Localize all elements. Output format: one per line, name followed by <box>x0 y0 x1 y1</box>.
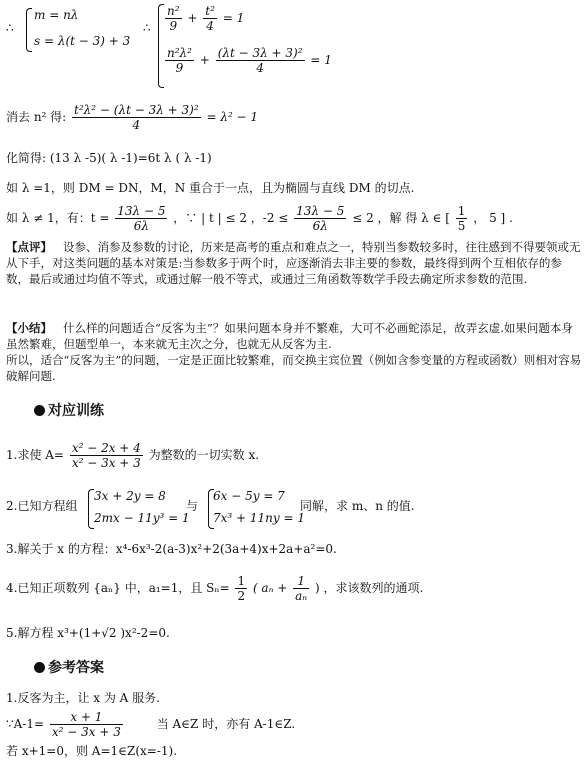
eliminate-line: 消去 n² 得: $\frac{\text{t²λ² − (λt − 3λ + 3)²}}{4}$ = λ² − 1 <box>6 103 259 132</box>
bullet-icon <box>34 662 45 673</box>
comment-text: 设参、消参及参数的讨论，历来是高考的重点和难点之一，特别当参数较多时，往往感到不得要领或无从下手，对这类问题的基本对策是:当参数多于两个时，应逐渐消去非主要的参数，最终得到两个互相依存的参数，最后或通过均值不等式，或通过解一般不等式，或通过三角函数等数学手段去确定所求参数的范围. <box>6 240 581 286</box>
case2-line: 如 λ ≠ 1，有：t = $\frac{13\lambda - 5}{6\lambda}$ ，∵ | t | ≤ 2 ，-2 ≤ $\frac{13\lambda - 5}{6\lambda}$ ≤ 2 ，解 得 λ ∈ [ $\frac{1}{5}$ ， 5 ] . <box>6 204 513 233</box>
problem-5: 5.解方程 x³+(1+√2 )x²-2=0. <box>6 626 170 640</box>
summary-tag: 【小结】 <box>6 321 52 335</box>
system2-eq2: $\frac{\text{n²λ²}}{9}$ + $\frac{\text{(λt − 3λ + 3)²}}{4}$ = 1 <box>167 46 332 75</box>
summary-text-2: 所以，适合“反客为主”的问题，一定是正面比较繁难，而交换主宾位置（例如含参变量的方程或函数）则相对容易破解问题. <box>6 353 582 383</box>
system1-eq2: s = λ(t − 3) + 3 <box>34 34 131 48</box>
answer-2: ∵A-1= $\frac{x + 1}{\text{x² − 3x + 3}}$ 当 A∈Z 时，亦有 A-1∈Z. <box>6 710 296 739</box>
section-heading-training: 对应训练 <box>34 400 104 420</box>
bullet-icon <box>34 405 45 416</box>
answer-3: 若 x+1=0，则 A=1∈Z(x=-1). <box>6 744 178 758</box>
left-brace-1 <box>26 8 32 52</box>
problem-3: 3.解关于 x 的方程：x⁴-6x³-2(a-3)x²+2(3a+4)x+2a+a²=0. <box>6 542 337 556</box>
summary-text: 什么样的问题适合“反客为主”？如果问题本身并不繁难，大可不必画蛇添足，故弄玄虚.如果问题本身虽然繁难，但题型单一，本来就无主次之分，也就无从反客为主. <box>6 321 573 351</box>
section-heading-answers: 参考答案 <box>34 657 104 677</box>
simplify-line: 化简得: (13 λ -5)( λ -1)=6t λ ( λ -1) <box>6 151 212 165</box>
therefore-symbol-1: ∴ <box>6 21 14 35</box>
summary-paragraph <box>6 320 584 384</box>
system1-eq1: m = nλ <box>34 8 79 22</box>
comment-paragraph <box>6 239 584 287</box>
comment-tag: 【点评】 <box>6 240 52 254</box>
problem-4: 4.已知正项数列 {aₙ} 中，a₁=1，且 Sₙ= $\frac{1}{2}$ ( aₙ + $\frac{1}{\text{aₙ}}$ ) ，求该数列的通项. <box>6 574 424 603</box>
answer-1: 1.反客为主，让 x 为 A 服务. <box>6 691 160 705</box>
therefore-symbol-2: ∴ <box>143 21 151 35</box>
system2-eq1: $\frac{\text{n²}}{9}$ + $\frac{\text{t²}}{4}$ = 1 <box>167 4 245 33</box>
problem-1: 1.求使 A= $\frac{\text{x² − 2x + 4}}{\text{x² − 3x + 3}}$ 为整数的一切实数 x. <box>6 441 260 470</box>
case1-line: 如 λ =1，则 DM = DN，M，N 重合于一点，且为椭圆与直线 DM 的切点. <box>6 181 415 195</box>
